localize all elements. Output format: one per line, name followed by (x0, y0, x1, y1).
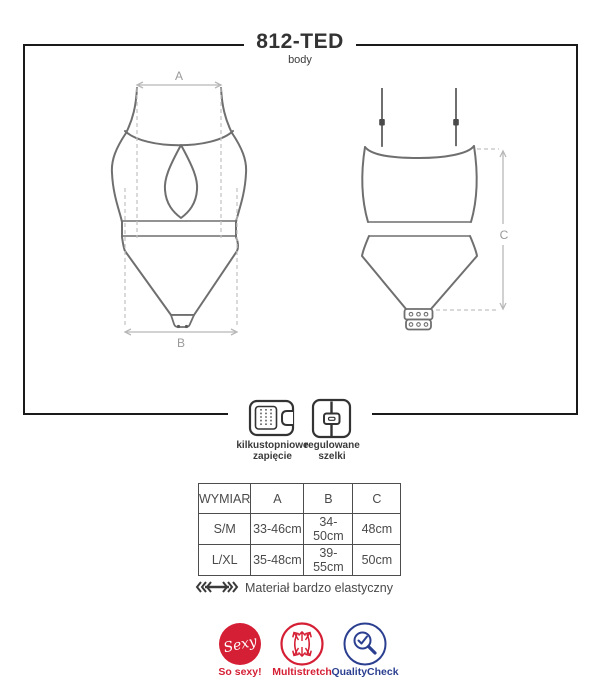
feature-label-clasp: kilkustopniowe zapięcie (236, 440, 309, 462)
sexy-badge-text: Sexy (222, 633, 259, 657)
badge-label-multistretch: Multistretch (272, 666, 332, 678)
table-row (199, 545, 401, 576)
table-row (199, 514, 401, 545)
size-cell: 50cm (353, 545, 401, 576)
quality-check-icon (342, 621, 388, 667)
stretch-arrows-icon (192, 578, 244, 596)
size-cell: 39-55cm (304, 545, 353, 576)
size-table (198, 483, 401, 576)
feature-label-straps: regulowane szelki (304, 440, 360, 462)
product-type: body (288, 54, 312, 66)
size-table-header: B (304, 484, 353, 514)
size-cell: 35-48cm (251, 545, 304, 576)
size-table-header: C (353, 484, 401, 514)
elasticity-note: Materiał bardzo elastyczny (245, 581, 393, 595)
dimension-b-label: B (176, 336, 186, 350)
dimension-c-label: C (499, 228, 509, 242)
back-view-drawing (352, 78, 522, 334)
size-table-header: WYMIAR (199, 484, 251, 514)
dimension-a-label: A (174, 69, 184, 83)
multistretch-icon (279, 621, 325, 667)
product-model: 812-TED (256, 30, 344, 53)
dimension-b-arrow (125, 329, 237, 335)
size-cell: 33-46cm (251, 514, 304, 545)
strap-slider-left (379, 119, 385, 126)
strap-slider-right (453, 119, 459, 126)
size-cell: 34-50cm (304, 514, 353, 545)
size-table-header: A (251, 484, 304, 514)
badge-label-qualitycheck: QualityCheck (331, 666, 399, 678)
crotch-snap-tab (171, 315, 194, 327)
clasp-icon (246, 397, 298, 439)
size-cell: 48cm (353, 514, 401, 545)
sexy-badge-icon (217, 621, 263, 667)
size-cell: S/M (199, 514, 251, 545)
product-title-block (244, 30, 356, 80)
size-cell: L/XL (199, 545, 251, 576)
front-view-drawing (108, 68, 254, 350)
badge-label-so-sexy: So sexy! (218, 666, 262, 678)
hook-eye-closure (405, 309, 433, 330)
adjustable-straps-icon (309, 396, 355, 442)
